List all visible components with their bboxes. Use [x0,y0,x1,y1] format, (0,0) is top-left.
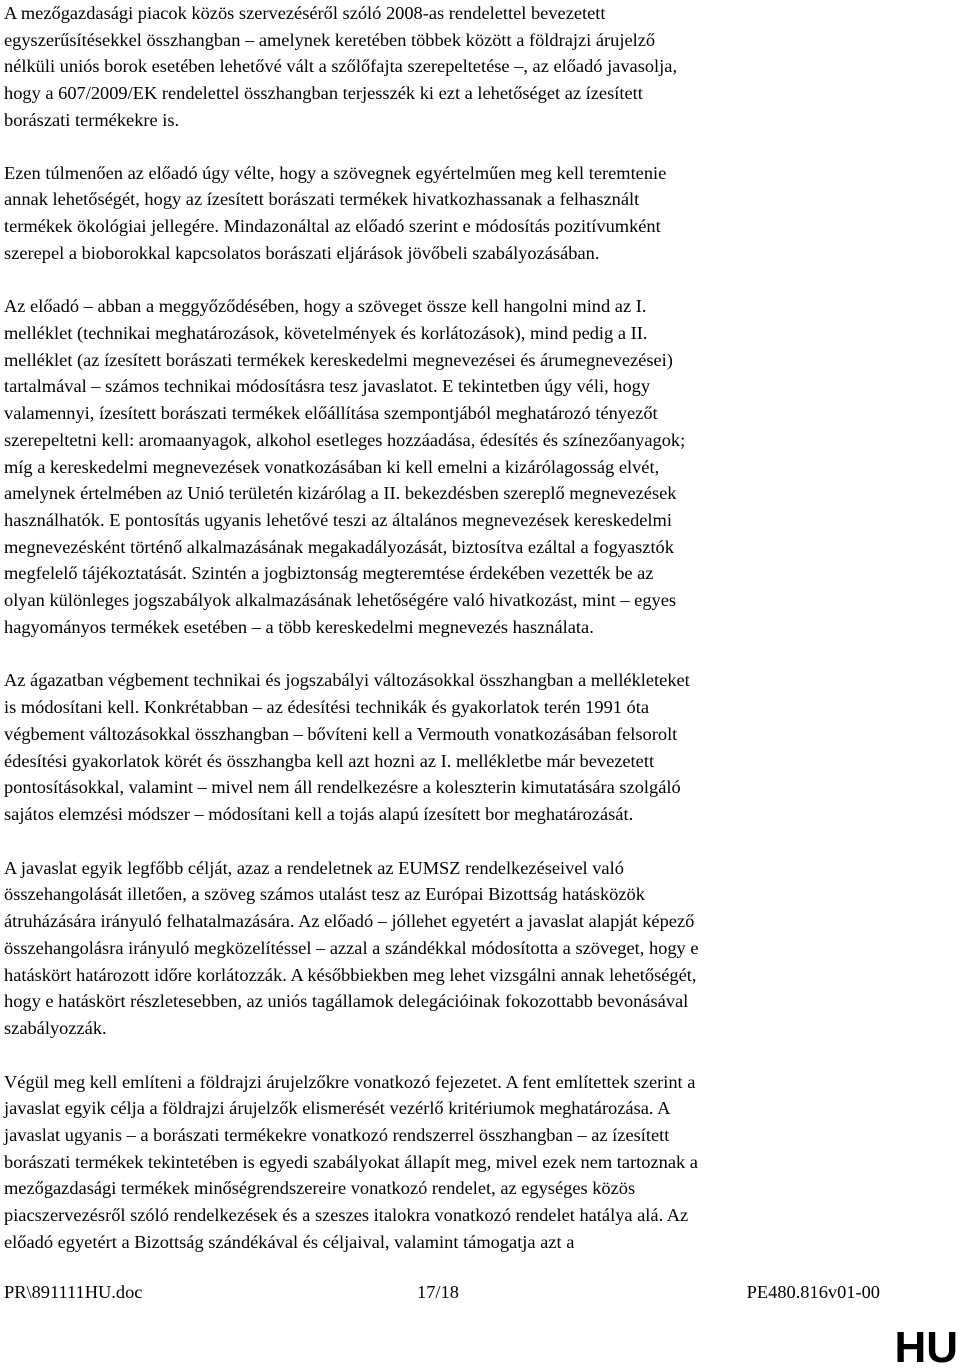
text-line: megfelelő tájékoztatását. Szintén a jogbiztonság megteremtése érdekében vezették be az [4,563,654,584]
page-number: 17/18 [417,1282,459,1302]
text-line: pontosításokkal, valamint – mivel nem áll rendelkezésre a koleszterin kimutatására szolgáló [4,777,681,798]
language-code: HU [894,1323,958,1372]
text-line: Az ágazatban végbement technikai és jogszabályi változásokkal összhangban a mellékleteket [4,670,690,691]
text-line: Végül meg kell említeni a földrajzi árujelzőkre vonatkozó fejezetet. A fent említettek szerint a [4,1071,696,1092]
paragraph-3 [4,293,958,640]
paragraph-2 [4,160,958,267]
paragraph-6 [4,1069,958,1256]
text-line: hogy a 607/2009/EK rendelettel összhangban terjesszék ki ezt a lehetőséget az ízesített [4,83,643,104]
text-line: javaslat ugyanis – a borászati termékekre vonatkozó rendszerrel összhangban – az ízesített [4,1125,670,1146]
text-line: nélküli uniós borok esetében lehetővé vált a szőlőfajta szerepeltetése –, az előadó javasolja, [4,56,678,77]
text-line: olyan különleges jogszabályok alkalmazásának lehetőségére való hivatkozást, mint – egyes [4,590,677,611]
text-line: egyszerűsítésekkel összhangban – amelynek keretében többek között a földrajzi árujelző [4,29,656,50]
document-body [4,0,958,1283]
text-line: valamennyi, ízesített borászati termékek előállítása szempontjából meghatározó tényezőt [4,403,658,424]
text-line: míg a kereskedelmi megnevezések vonatkozásában ki kell emelni a kizárólagosság elvét, [4,456,660,477]
pe-number: PE480.816v01-00 [746,1282,880,1302]
text-line: szabályozzák. [4,1017,107,1038]
text-line: végbement változásokkal összhangban – bővíteni kell a Vermouth vonatkozásában felsorolt [4,723,678,744]
text-line: használhatók. E pontosítás ugyanis lehetővé teszi az általános megnevezések kereskedelmi [4,509,672,530]
text-line: hogy e hatáskört részletesebben, az uniós tagállamok delegációinak fokozottabb bevonásával [4,991,689,1012]
text-line: Az előadó – abban a meggyőződésében, hogy a szöveget össze kell hangolni mind az I. [4,296,647,317]
text-line: hagyományos termékek esetében – a több kereskedelmi megnevezés használata. [4,616,594,637]
text-line: melléklet (technikai meghatározások, követelmények és korlátozások), mind pedig a II. [4,323,648,344]
text-line: amelynek értelmében az Unió területén kizárólag a II. bekezdésben szereplő megnevezések [4,483,677,504]
text-line: megnevezésként történő alkalmazásának megakadályozását, biztosítva ezáltal a fogyasztók [4,536,674,557]
text-line: borászati termékek tekintetében is egyedi szabályokat állapít meg, mivel ezek nem tartoznak a [4,1151,698,1172]
text-line: is módosítani kell. Konkrétabban – az édesítési technikák és gyakorlatok terén 1991 óta [4,697,650,718]
text-line: annak lehetőségét, hogy az ízesített borászati termékek hivatkozhassanak a felhasznált [4,189,640,210]
paragraph-4 [4,667,958,827]
text-line: A javaslat egyik legfőbb célját, azaz a rendeletnek az EUMSZ rendelkezéseivel való [4,857,624,878]
text-line: termékek ökológiai jellegére. Mindazonáltal az előadó szerint e módosítás pozitívumként [4,215,661,236]
text-line: előadó egyetért a Bizottság szándékával és céljaival, valamint támogatja azt a [4,1231,575,1252]
text-line: tartalmával – számos technikai módosításra tesz javaslatot. E tekintetben úgy véli, hogy [4,376,651,397]
text-line: piacszervezésről szóló rendelkezések és a szeszes italokra vonatkozó rendelet hatálya alá. Az [4,1205,689,1226]
text-line: összehangolásra irányuló megközelítéssel – azzal a szándékkal módosította a szöveget, hogy e [4,937,699,958]
text-line: sajátos elemzési módszer – módosítani kell a tojás alapú ízesített bor meghatározását. [4,803,634,824]
text-line: átruházására irányuló felhatalmazására. Az előadó – jóllehet egyetért a javaslat alapját képező [4,911,695,932]
text-line: A mezőgazdasági piacok közös szervezéséről szóló 2008-as rendelettel bevezetett [4,3,606,23]
text-line: melléklet (az ízesített borászati termékek kereskedelmi megnevezései és árumegnevezései) [4,349,673,370]
text-line: borászati termékekre is. [4,109,180,130]
document-reference: PR\891111HU.doc [4,1282,143,1302]
text-line: javaslat egyik célja a földrajzi árujelzők elismerését vezérlő kritériumok meghatározása. A [4,1098,671,1119]
text-line: Ezen túlmenően az előadó úgy vélte, hogy a szövegnek egyértelműen meg kell teremtenie [4,162,667,183]
text-line: hatáskört határozott időre korlátozzák. A későbbiekben meg lehet vizsgálni annak lehetőségét, [4,964,697,985]
text-line: összehangolását illetően, a szöveg számos utalást tesz az Európai Bizottság hatásközök [4,884,645,905]
paragraph-1 [4,0,958,134]
paragraph-5 [4,855,958,1042]
text-line: szerepel a bioborokkal kapcsolatos borászati eljárások jövőbeli szabályozásában. [4,242,600,263]
text-line: mezőgazdasági termékek minőségrendszereire vonatkozó rendelet, az egységes közös [4,1178,636,1199]
text-line: szerepeltetni kell: aromaanyagok, alkohol esetleges hozzáadása, édesítés és színezőanyagok; [4,429,686,450]
text-line: édesítési gyakorlatok körét és összhangba kell azt hozni az I. mellékletbe már bevezetett [4,750,655,771]
